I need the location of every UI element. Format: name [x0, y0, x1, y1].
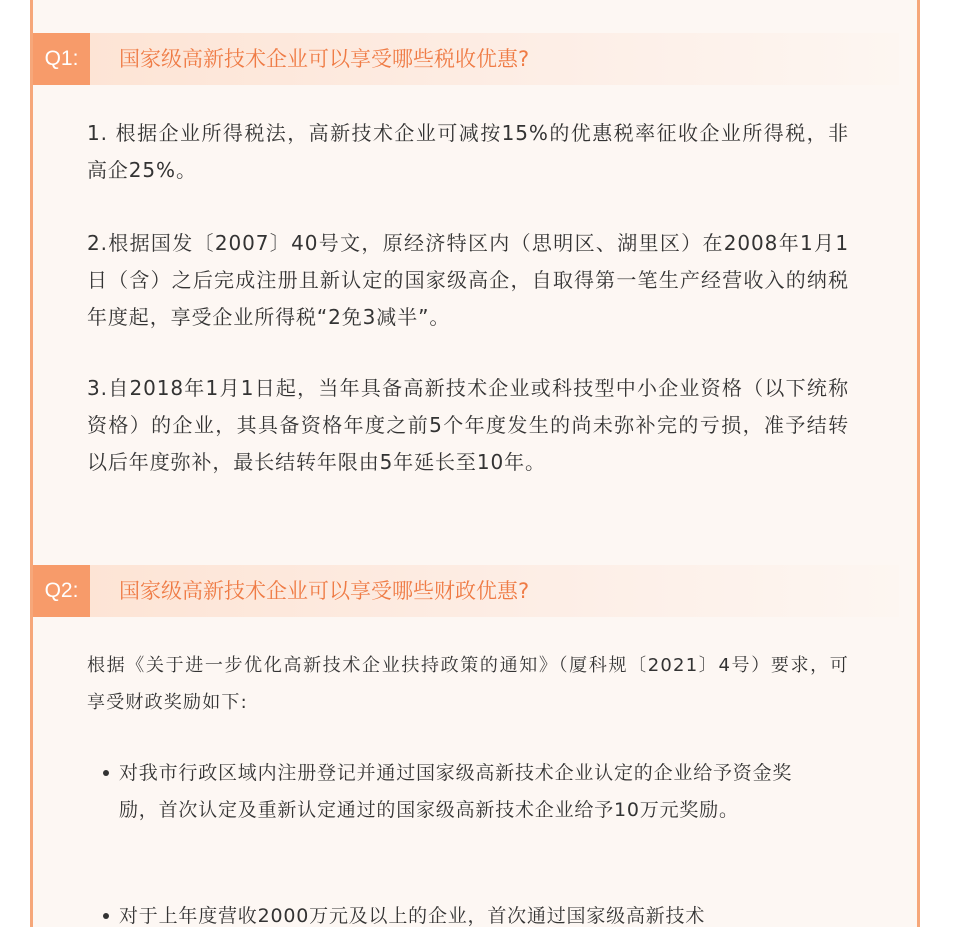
bullet-dot-icon — [103, 770, 109, 776]
q2-bullet-item — [119, 755, 819, 829]
q1-answer-1: 1. 根据企业所得税法，高新技术企业可减按15%的优惠税率征收企业所得税，非高企25%。 — [87, 121, 849, 182]
q1-answer-3: 3.自2018年1月1日起，当年具备高新技术企业或科技型中小企业资格（以下统称资格）的企业，其具备资格年度之前5个年度发生的尚未弥补完的亏损，准予结转以后年度弥补，最长结转年限由5年延长至10年。 — [87, 376, 849, 474]
bullet-dot-icon — [103, 913, 109, 919]
q1-header — [33, 33, 899, 85]
q1-tag: Q1: — [33, 33, 90, 85]
q1-title: 国家级高新技术企业可以享受哪些税收优惠? — [119, 47, 530, 71]
q2-intro: 根据《关于进一步优化高新技术企业扶持政策的通知》（厦科规〔2021〕4号）要求，可享受财政奖励如下: — [87, 655, 849, 713]
faq-panel — [30, 0, 920, 927]
q2-header — [33, 565, 899, 617]
q2-title: 国家级高新技术企业可以享受哪些财政优惠? — [119, 579, 530, 603]
q2-tag: Q2: — [33, 565, 90, 617]
q2-bullet-text: 对我市行政区域内注册登记并通过国家级高新技术企业认定的企业给予资金奖励，首次认定及重新认定通过的国家级高新技术企业给予10万元奖励。 — [119, 762, 793, 821]
q2-bullet-text: 对于上年度营收2000万元及以上的企业，首次通过国家级高新技术 — [119, 905, 706, 927]
q2-bullet-item — [119, 898, 819, 935]
q1-answer-2: 2.根据国发〔2007〕40号文，原经济特区内（思明区、湖里区）在2008年1月1日（含）之后完成注册且新认定的国家级高企，自取得第一笔生产经营收入的纳税年度起，享受企业所得税“2免3减半”。 — [87, 231, 849, 329]
